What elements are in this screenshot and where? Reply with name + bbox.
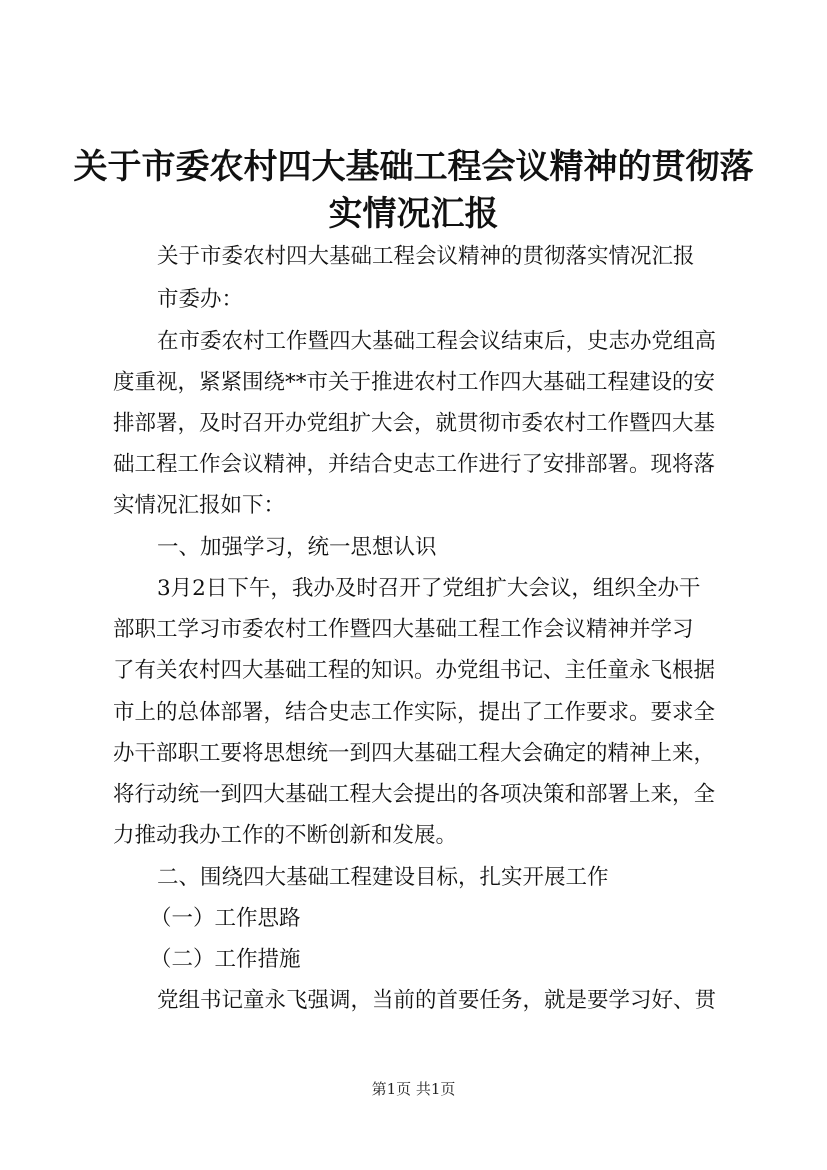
paragraph-line: 了有关农村四大基础工程的知识。办党组书记、主任童永飞根据 <box>113 658 716 683</box>
section-heading: 二、围绕四大基础工程建设目标，扎实开展工作 <box>157 865 609 890</box>
document-title-line-2: 实情况汇报 <box>328 194 499 234</box>
paragraph-line: 部职工学习市委农村工作暨四大基础工程工作会议精神并学习 <box>113 617 694 642</box>
paragraph-line: 3月2日下午，我办及时召开了党组扩大会议，组织全办干 <box>157 576 701 601</box>
document-title-line-1: 关于市委农村四大基础工程会议精神的贯彻落 <box>73 147 754 187</box>
paragraph-line: 党组书记童永飞强调，当前的首要任务，就是要学习好、贯 <box>157 988 717 1013</box>
salutation: 市委办： <box>157 287 244 312</box>
section-heading: 一、加强学习，统一思想认识 <box>157 535 437 560</box>
paragraph-line: 将行动统一到四大基础工程大会提出的各项决策和部署上来，全 <box>113 782 716 807</box>
paragraph-line: 在市委农村工作暨四大基础工程会议结束后，史志办党组高 <box>157 329 717 354</box>
paragraph-line: 力推动我办工作的不断创新和发展。 <box>113 823 458 848</box>
paragraph-line: 办干部职工要将思想统一到四大基础工程大会确定的精神上来， <box>113 741 716 766</box>
page-footer: 第1页 共1页 <box>371 1080 456 1098</box>
paragraph-line: 排部署，及时召开办党组扩大会，就贯彻市委农村工作暨四大基 <box>113 411 716 436</box>
subsection-heading: （二）工作措施 <box>150 947 301 972</box>
paragraph-line: 市上的总体部署，结合史志工作实际，提出了工作要求。要求全 <box>113 700 716 725</box>
subsection-heading: （一）工作思路 <box>150 906 301 931</box>
paragraph-line: 实情况汇报如下： <box>113 493 286 518</box>
paragraph-line: 础工程工作会议精神，并结合史志工作进行了安排部署。现将落 <box>113 452 716 477</box>
paragraph-line: 度重视，紧紧围绕**市关于推进农村工作四大基础工程建设的安 <box>113 370 716 395</box>
subtitle-line: 关于市委农村四大基础工程会议精神的贯彻落实情况汇报 <box>157 244 695 269</box>
